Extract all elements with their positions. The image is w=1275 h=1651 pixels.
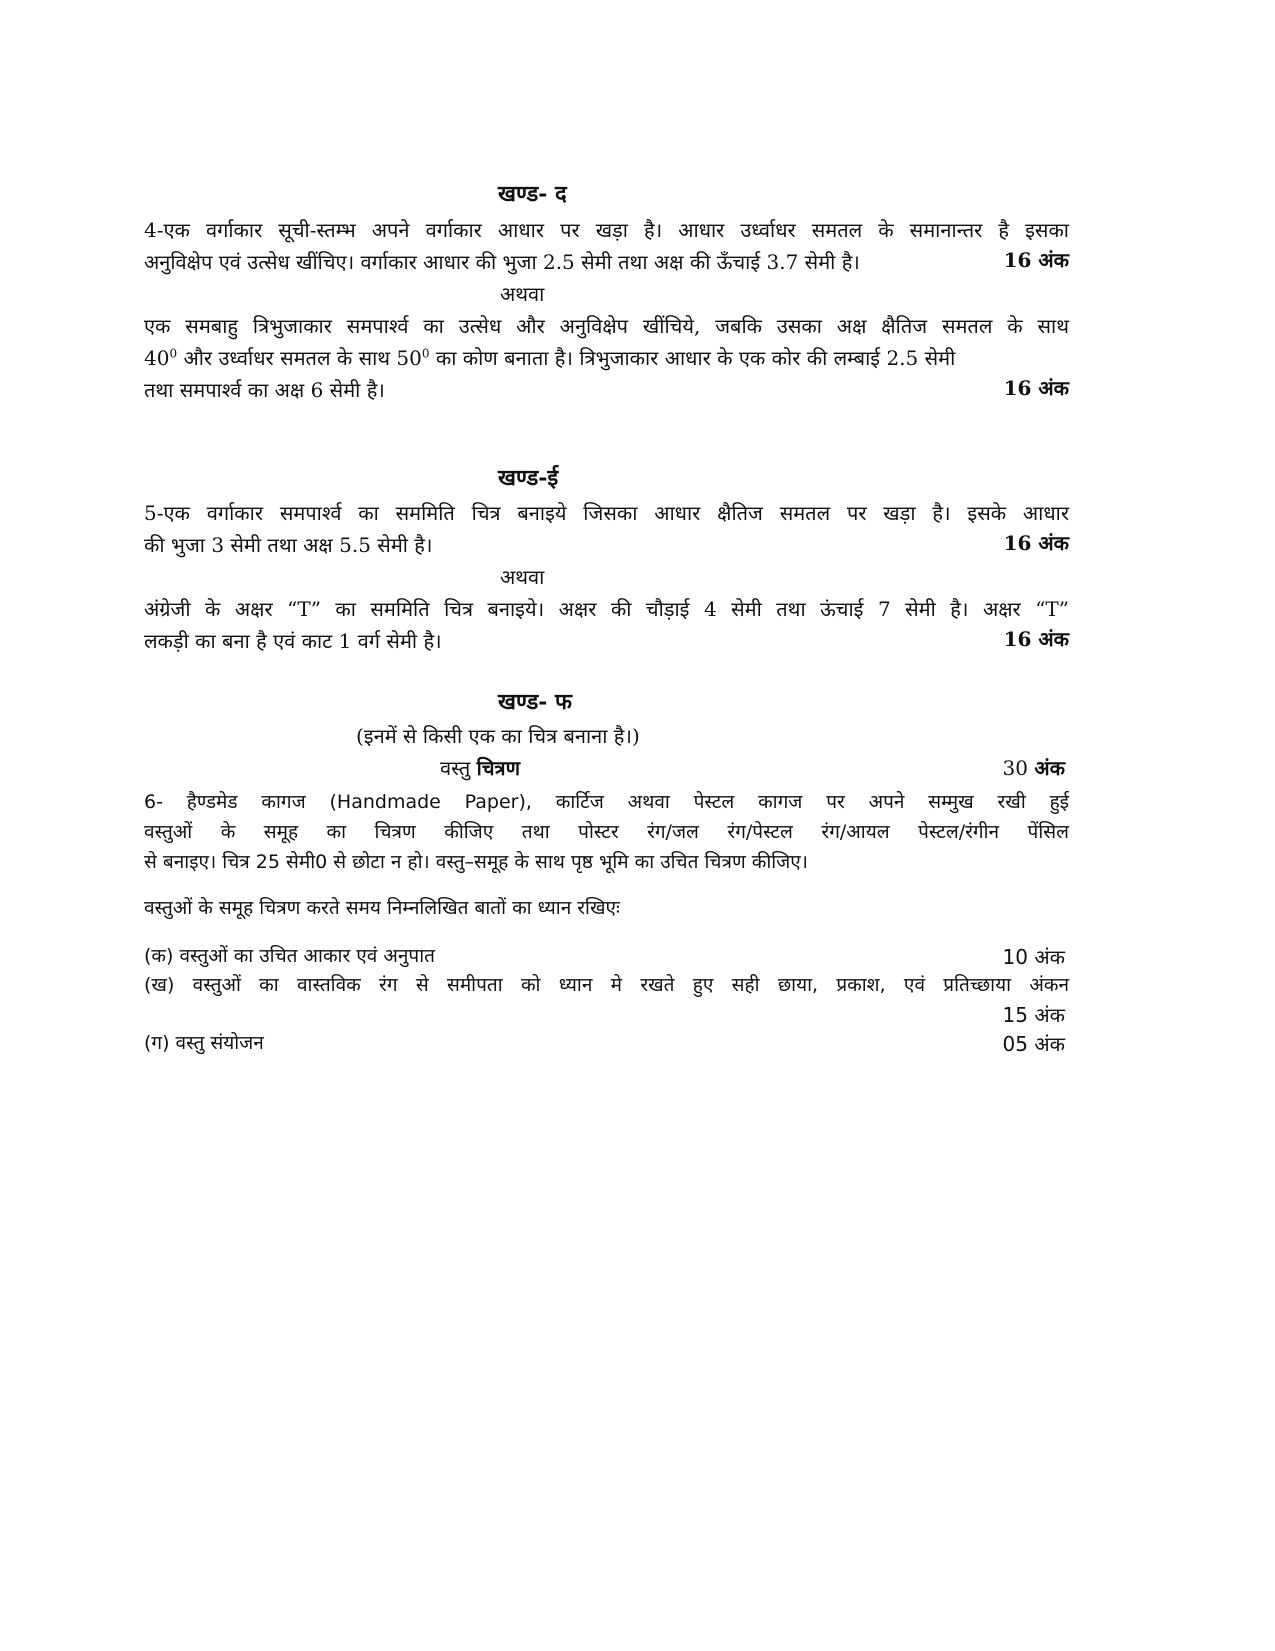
q4-marks: 16 अंक — [1003, 248, 1069, 272]
or-label: अथवा — [500, 282, 545, 306]
section-f-instruction: (इनमें से किसी एक का चित्र बनाना है।) — [356, 724, 640, 748]
alt-e-line-1: अंग्रेजी के अक्षर “T” का सममिति चित्र बनाइये। अक्षर की चौड़ाई 4 सेमी तथा ऊंचाई 7 सेमी है। अक्षर “T” — [144, 597, 1069, 621]
subject-title: वस्तु चित्रण — [440, 756, 521, 780]
q5-marks: 16 अंक — [1003, 531, 1069, 555]
criteria-marks: 05 अंक — [1002, 1032, 1065, 1056]
alt-e-line-2: लकड़ी का बना है एवं काट 1 वर्ग सेमी है। — [144, 629, 442, 653]
or-label: अथवा — [500, 565, 545, 589]
alt-d-line-2: $40^0$ और उर्ध्वाधर समतल के साथ $50^0$ का कोण बनाता है। त्रिभुजाकार आधार के एक कोर की लम्बाई 2.5 सेमी — [144, 346, 956, 370]
q6-line-1: 6- हैण्डमेड कागज (Handmade Paper), कार्टिज अथवा पेस्टल कागज पर अपने सम्मुख रखी हुई — [144, 791, 1069, 813]
criteria-marks: 10 अंक — [1002, 945, 1065, 969]
alt-d-line-3: तथा समपार्श्व का अक्ष 6 सेमी है। — [144, 378, 385, 402]
subject-marks: 30 अंक — [1002, 756, 1065, 780]
section-f-heading: खण्ड- फ — [498, 689, 572, 715]
alt-d-marks: 16 अंक — [1003, 376, 1069, 400]
q4-line-2: अनुविक्षेप एवं उत्सेध खींचिए। वर्गाकार आधार की भुजा 2.5 सेमी तथा अक्ष की ऊँचाई 3.7 सेमी है। — [144, 250, 860, 274]
criteria-item: (ग) वस्तु संयोजन — [144, 1032, 264, 1054]
q4-line-1: 4-एक वर्गाकार सूची-स्तम्भ अपने वर्गाकार आधार पर खड़ा है। आधार उर्ध्वाधर समतल के समानान्तर है इसका — [144, 218, 1069, 242]
alt-e-marks: 16 अंक — [1003, 627, 1069, 651]
criteria-item: (ख) वस्तुओं का वास्तविक रंग से समीपता को ध्यान मे रखते हुए सही छाया, प्रकाश, एवं प्रतिच्छाया अंकन — [144, 974, 1069, 996]
q6-note: वस्तुओं के समूह चित्रण करते समय निम्नलिखित बातों का ध्यान रखिएः — [144, 897, 620, 919]
alt-d-line-1: एक समबाहु त्रिभुजाकार समपार्श्व का उत्सेध और अनुविक्षेप खींचिये, जबकि उसका अक्ष क्षैतिज समतल के साथ — [144, 314, 1069, 338]
q5-line-1: 5-एक वर्गाकार समपार्श्व का सममिति चित्र बनाइये जिसका आधार क्षैतिज समतल पर खड़ा है। इसके आधार — [144, 501, 1069, 525]
criteria-item: (क) वस्तुओं का उचित आकार एवं अनुपात — [144, 945, 435, 967]
q6-line-3: से बनाइए। चित्र 25 सेमी0 से छोटा न हो। वस्तु–समूह के साथ पृष्ठ भूमि का उचित चित्रण कीजिए। — [144, 851, 808, 873]
q5-line-2: की भुजा 3 सेमी तथा अक्ष 5.5 सेमी है। — [144, 533, 433, 557]
section-e-heading: खण्ड-ई — [498, 465, 559, 491]
section-d-heading: खण्ड- द — [498, 181, 567, 207]
criteria-marks: 15 अंक — [1002, 1003, 1065, 1027]
q6-line-2: वस्तुओं के समूह का चित्रण कीजिए तथा पोस्टर रंग/जल रंग/पेस्टल रंग/आयल पेस्टल/रंगीन पेंसिल — [144, 821, 1069, 843]
